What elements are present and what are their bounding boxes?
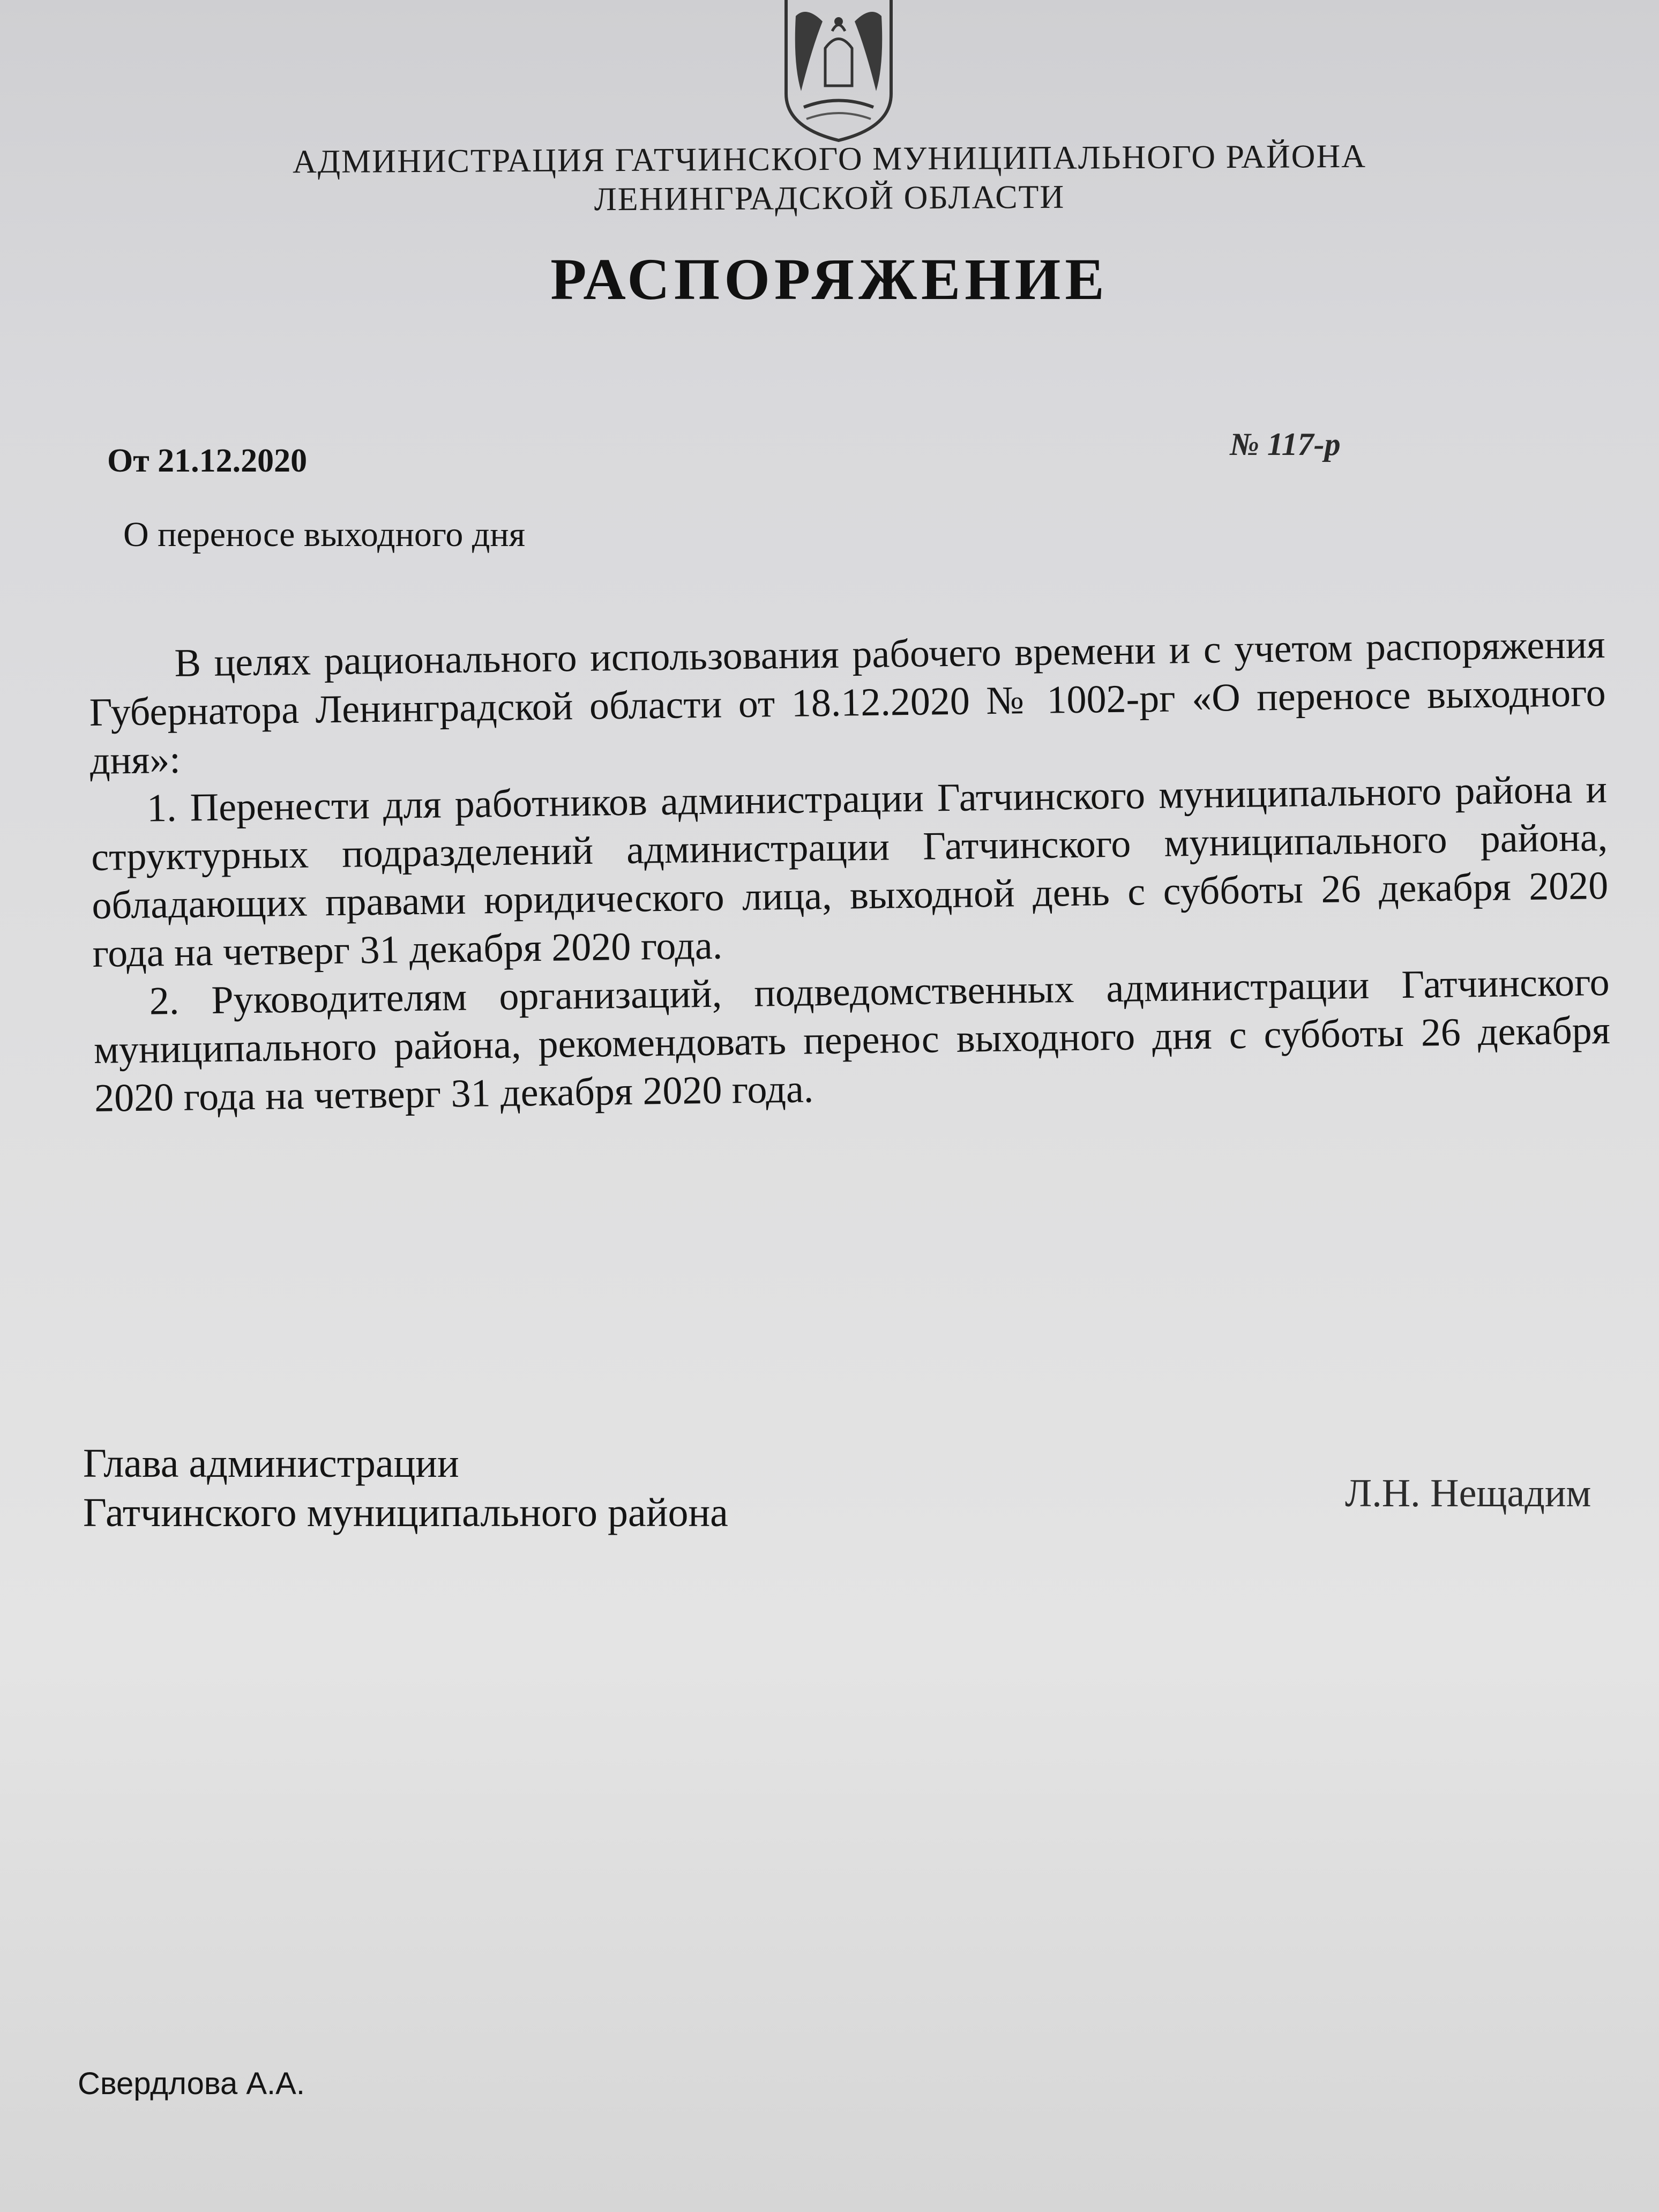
signatory-position [83,1439,728,1537]
organization-name-line1: АДМИНИСТРАЦИЯ ГАТЧИНСКОГО МУНИЦИПАЛЬНОГО РАЙОНА [292,138,1367,181]
executor-name: Свердлова А.А. [78,2066,305,2101]
document-number: № 117-р [1230,427,1341,462]
preamble-paragraph: В целях рационального использования рабочего времени и с учетом распоряжения Губернатора Ленинградской области от 18.12.2020 № 1002-рг «О переносе выходного дня»: [89,622,1606,783]
item-2-paragraph: 2. Руководителям организаций, подведомственных администрации Гатчинского муниципального района, рекомендовать перенос выходного дня с субботы 26 декабря 2020 года на четверг 31 декабря 2020 года. [93,960,1611,1120]
signatory-position-line1: Глава администрации [83,1441,459,1486]
coat-of-arms-icon [774,0,903,145]
organization-name-line2: ЛЕНИНГРАДСКОЙ ОБЛАСТИ [594,178,1065,218]
signatory-name: Л.Н. Нещадим [1345,1471,1591,1515]
document-body [88,621,1611,1123]
signatory-position-line2: Гатчинского муниципального района [83,1490,728,1535]
document-date: От 21.12.2020 [107,443,308,479]
item-1-paragraph: 1. Перенести для работников администрации Гатчинского муниципального района и структурных подразделений администрации Гатчинского муниципального района, обладающих правами юридического лица, выходной день с субботы 26 декабря 2020 года на четверг 31 декабря 2020 года. [91,767,1609,976]
document-type-title: РАСПОРЯЖЕНИЕ [550,246,1109,312]
document-subject: О переносе выходного дня [123,515,526,554]
